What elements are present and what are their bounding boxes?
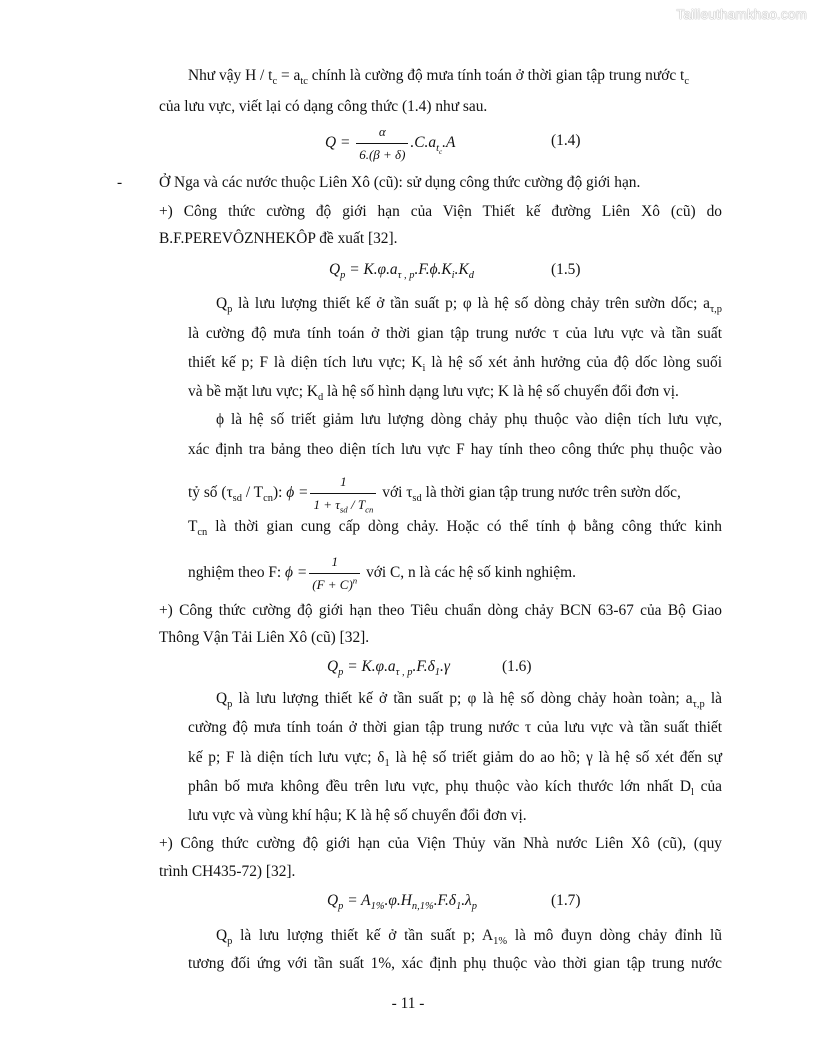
p17-line2: tương đối ứng với tần suất 1%, xác định phụ thuộc vào thời gian tập trung nước	[188, 955, 722, 972]
phi-line2: xác định tra bảng theo diện tích lưu vực F hay tính theo công thức phụ thuộc vào	[188, 441, 722, 458]
item1-line1: +) Công thức cường độ giới hạn của Viện Thiết kế đường Liên Xô (cũ) do	[159, 203, 722, 220]
p16-line5: lưu vực và vùng khí hậu; K là hệ số chuyển đổi đơn vị.	[188, 807, 527, 824]
para1-line2: của lưu vực, viết lại có dạng công thức (1.4) như sau.	[159, 98, 488, 115]
para1-line1: Như vậy $H / t_c = a_{tc}$ chính là cường độ mưa tính toán ở thời gian tập trung nước $t_c$	[188, 67, 689, 88]
phi-line4: $T_{cn}$ là thời gian cung cấp dòng chảy. Hoặc có thể tính ϕ bằng công thức kinh	[188, 518, 722, 539]
item3-line2: trình CH435-72) [32].	[159, 863, 296, 880]
p15-line3: thiết kế p; F là diện tích lưu vực; $K_i$ là hệ số xét ảnh hưởng của độ dốc lòng suối	[188, 354, 722, 375]
russia-heading: Ở Nga và các nước thuộc Liên Xô (cũ): sử dụng công thức cường độ giới hạn.	[159, 174, 641, 191]
equation-1-7: $Q_p = A_{1\%}.\varphi.H_{n,1\%}.F.\delta_1.\lambda_p$	[327, 892, 477, 913]
equation-1-4: Q = $\frac{\alpha}{6.(\beta + \delta)}$ $.C.a_{t_c}.A$	[325, 122, 455, 165]
item2-line1: +) Công thức cường độ giới hạn theo Tiêu chuẩn dòng chảy BCN 63-67 của Bộ Giao	[159, 602, 722, 619]
phi-line3: tỷ số $(\tau_{sd} / T_{cn})$: ϕ = $\frac{1}{1 + \tau_{sd} / T_{cn}}$ với $\tau_{sd}$ là thời gian tập trung nước trên sườn dốc,	[188, 474, 681, 515]
p16-line3: kế p; F là diện tích lưu vực; $\delta_1$ là hệ số triết giảm do ao hồ; γ là hệ số xét đến sự	[188, 749, 722, 770]
watermark: Tailieuthamkhao.com	[676, 7, 807, 22]
equation-label-1-7: (1.7)	[551, 892, 581, 909]
equation-1-6: $Q_p = K.\varphi.a_{\tau , p}.F.\delta_1.\gamma$	[327, 658, 450, 679]
equation-label-1-4: (1.4)	[551, 132, 581, 149]
p16-line1: $Q_p$ là lưu lượng thiết kế ở tần suất p; φ là hệ số dòng chảy hoàn toàn; $a_{\tau,p}$ là	[216, 690, 722, 711]
p15-line4: và bề mặt lưu vực; $K_d$ là hệ số hình dạng lưu vực; K là hệ số chuyển đổi đơn vị.	[188, 383, 679, 404]
p15-line1: $Q_p$ là lưu lượng thiết kế ở tần suất p; φ là hệ số dòng chảy trên sườn dốc; $a_{\tau,p}$	[216, 295, 722, 316]
equation-label-1-5: (1.5)	[551, 261, 581, 278]
equation-1-5: $Q_p = K.\varphi.a_{\tau , p}.F.\phi.K_i.K_d$	[329, 261, 474, 282]
item1-line2: B.F.PEREVÔZNHEKÔP đề xuất [32].	[159, 230, 398, 247]
phi-line1: ϕ là hệ số triết giảm lưu lượng dòng chảy phụ thuộc vào diện tích lưu vực,	[216, 411, 722, 428]
p17-line1: $Q_p$ là lưu lượng thiết kế ở tần suất p; $A_{1\%}$ là mô đuyn dòng chảy đỉnh lũ	[216, 927, 723, 948]
bullet-dash: -	[117, 174, 123, 191]
page-number: - 11 -	[391, 995, 425, 1012]
phi-line5: nghiệm theo F: ϕ = $\frac{1}{(F + C)^n}$ với C, n là các hệ số kinh nghiệm.	[188, 552, 576, 595]
p15-line2: là cường độ mưa tính toán ở thời gian tập trung nước τ của lưu vực và tần suất	[188, 325, 722, 342]
p16-line4: phân bố mưa không đều trên lưu vực, phụ thuộc vào kích thước lớn nhất $D_l$ của	[188, 778, 722, 799]
fraction: $\frac{\alpha}{6.(\beta + \delta)}$	[356, 122, 408, 165]
item2-line2: Thông Vận Tải Liên Xô (cũ) [32].	[159, 629, 370, 646]
item3-line1: +) Công thức cường độ giới hạn của Viện Thủy văn Nhà nước Liên Xô (cũ), (quy	[159, 835, 722, 852]
equation-label-1-6: (1.6)	[502, 658, 532, 675]
p16-line2: cường độ mưa tính toán ở thời gian tập trung nước τ của lưu vực và tần suất thiết	[188, 719, 722, 736]
phi-fraction-2: $\frac{1}{(F + C)^n}$	[309, 552, 360, 595]
phi-fraction-1: $\frac{1}{1 + \tau_{sd} / T_{cn}}$	[310, 472, 376, 515]
